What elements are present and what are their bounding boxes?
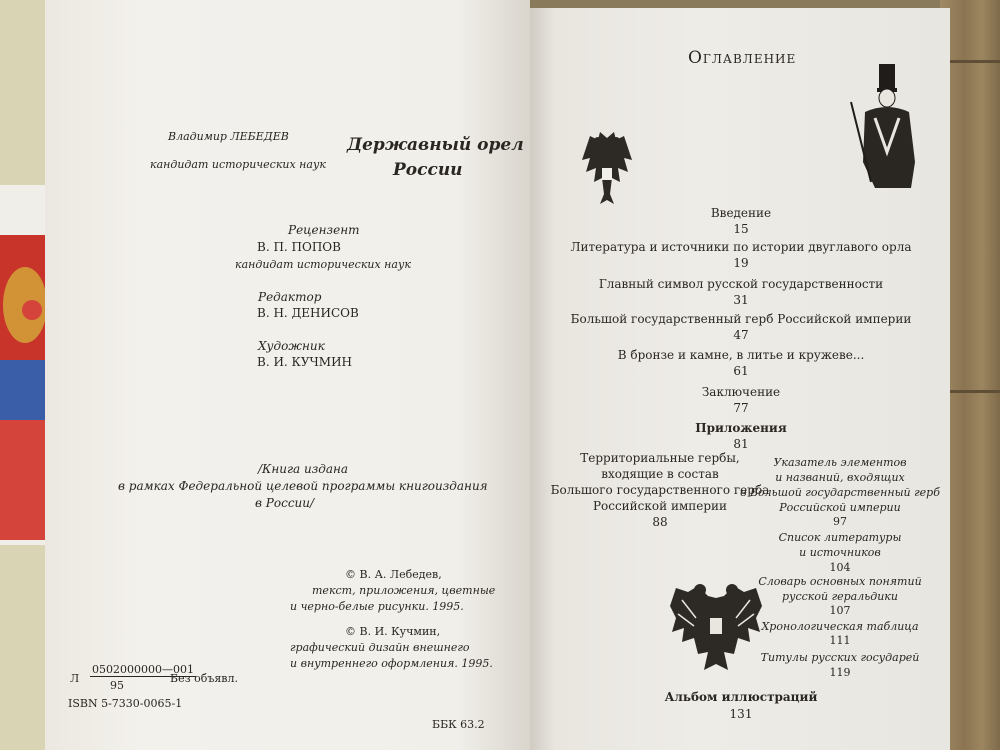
editor-name: В. Н. ДЕНИСОВ (257, 306, 359, 320)
bbk: ББК 63.2 (432, 718, 485, 731)
program-line2: в рамках Федеральной целевой программы книгоиздания (118, 479, 488, 493)
album-page: 131 (729, 707, 753, 721)
copyright2-line2: графический дизайн внешнего (290, 641, 470, 654)
appendix-right-line[interactable]: и источников (799, 546, 881, 559)
program-line3: в России/ (255, 496, 315, 510)
editor-label: Редактор (258, 290, 322, 304)
toc-entry-page: 81 (733, 437, 749, 451)
copyright1-line1: © В. А. Лебедев, (345, 568, 442, 581)
fraction-prefix: Л (70, 672, 80, 685)
appendix-left-line1[interactable]: Территориальные гербы, (580, 451, 740, 465)
soldier-illustration (845, 62, 925, 192)
album-title[interactable]: Альбом иллюстраций (664, 690, 818, 704)
appendix-left-line2[interactable]: входящие в состав (601, 467, 719, 481)
appendix-right-page: 107 (829, 604, 851, 617)
toc-entry-title[interactable]: Заключение (701, 385, 781, 399)
copyright1-line3: и черно-белые рисунки. 1995. (290, 600, 464, 613)
toc-entry-page: 47 (733, 328, 749, 342)
fraction-denominator: 95 (110, 679, 124, 692)
small-eagle-emblem-icon (578, 128, 636, 212)
appendix-right-line[interactable]: Список литературы (778, 531, 902, 544)
artist-label: Художник (258, 339, 325, 353)
author-name: Владимир ЛЕБЕДЕВ (168, 130, 289, 143)
appendix-right-line[interactable]: Титулы русских государей (760, 651, 920, 664)
appendix-left-line3[interactable]: Большого государственного герба (550, 483, 770, 497)
fraction-numerator: 0502000000—001 (92, 663, 194, 676)
appendix-right-line[interactable]: Российской империи (779, 501, 901, 514)
isbn: ISBN 5-7330-0065-1 (68, 697, 183, 710)
appendix-right-page: 119 (829, 666, 851, 679)
toc-entry-page: 31 (733, 293, 749, 307)
appendix-right-page: 111 (829, 634, 851, 647)
toc-entry-page: 61 (733, 364, 749, 378)
appendix-right-line[interactable]: и названий, входящих (775, 471, 905, 484)
toc-entry-page: 15 (733, 222, 749, 236)
author-degree: кандидат исторических наук (150, 158, 326, 171)
program-line1: /Книга издана (258, 462, 349, 476)
toc-entry-page: 19 (733, 256, 749, 270)
appendix-left-line4[interactable]: Российской империи (592, 499, 728, 513)
toc-entry-title[interactable]: Введение (710, 206, 772, 220)
left-page (45, 0, 530, 750)
appendix-right-page: 97 (833, 515, 847, 528)
toc-entry-title[interactable]: В бронзе и камне, в литье и кружеве... (617, 348, 865, 362)
copyright2-line1: © В. И. Кучмин, (345, 625, 441, 638)
toc-entry-title[interactable]: Большой государственный герб Российской империи (570, 312, 912, 326)
book-title-line1: Державный орел (347, 135, 524, 155)
book-title-line2: России (393, 160, 463, 180)
appendix-right-line[interactable]: русской геральдики (782, 590, 898, 603)
appendix-right-line[interactable]: Указатель элементов (773, 456, 907, 469)
toc-title: Оглавление (688, 48, 797, 68)
appendix-right-page: 104 (829, 561, 851, 574)
copyright2-line3: и внутреннего оформления. 1995. (290, 657, 493, 670)
appendix-right-line[interactable]: Хронологическая таблица (761, 620, 919, 633)
appendix-right-line[interactable]: Словарь основных понятий (758, 575, 922, 588)
double-headed-eagle-icon (668, 578, 764, 676)
copyright1-line2: текст, приложения, цветные (312, 584, 496, 597)
reviewer-label: Рецензент (288, 223, 360, 237)
fraction-suffix: Без объявл. (170, 672, 238, 685)
appendix-left-page: 88 (652, 515, 668, 529)
toc-entry-title[interactable]: Приложения (695, 421, 787, 435)
toc-entry-title[interactable]: Главный символ русской государственности (598, 277, 884, 291)
toc-entry-page: 77 (733, 401, 749, 415)
artist-name: В. И. КУЧМИН (257, 355, 352, 369)
appendix-right-line[interactable]: в Большой государственный герб (740, 486, 940, 499)
reviewer-degree: кандидат исторических наук (235, 258, 411, 271)
toc-entry-title[interactable]: Литература и источники по истории двуглавого орла (570, 240, 912, 254)
reviewer-name: В. П. ПОПОВ (257, 240, 341, 254)
